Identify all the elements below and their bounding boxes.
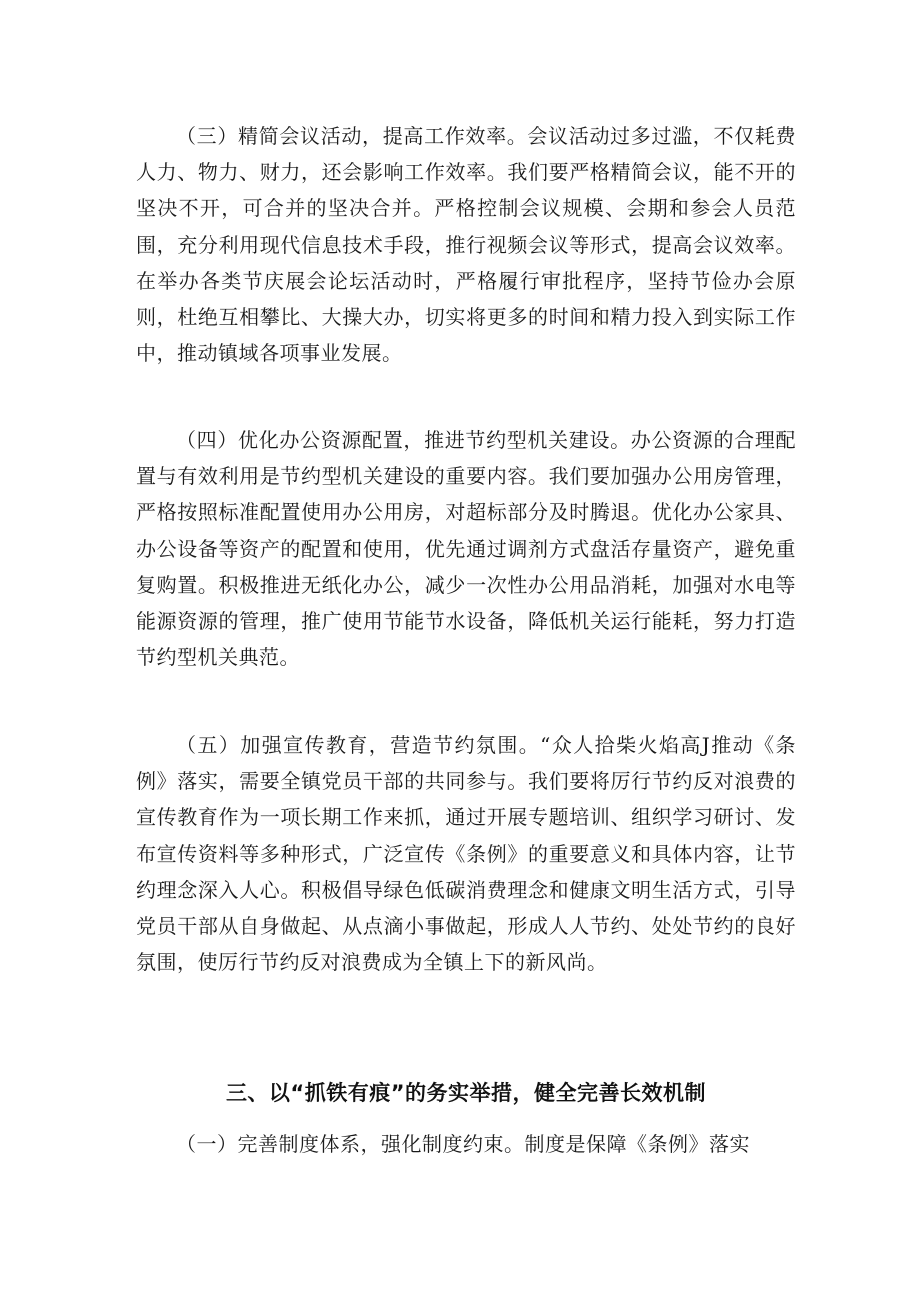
paragraph-publicity-education: （五）加强宣传教育，营造节约氛围。“众人拾柴火焰高J推动《条例》落实，需要全镇党员干部的共同参与。我们要将厉行节约反对浪费的宣传教育作为一项长期工作来抓，通过开展专题培训、组织学习研讨、发布宣传资料等多种形式，广泛宣传《条例》的重要意义和具体内容，让节约理念深入人心。积极倡导绿色低碳消费理念和健康文明生活方式，引导党员干部从自身做起、从点滴小事做起，形成人人节约、处处节约的良好氛围，使厉行节约反对浪费成为全镇上下的新风尚。 [136,733,796,975]
paragraph-optimize-office-resources: （四）优化办公资源配置，推进节约型机关建设。办公资源的合理配置与有效利用是节约型机关建设的重要内容。我们要加强办公用房管理，严格按照标准配置使用办公用房，对超标部分及时腾退。优化办公家具、办公设备等资产的配置和使用，优先通过调剂方式盘活存量资产，避免重复购置。积极推进无纸化办公，减少一次性办公用品消耗，加强对水电等能源资源的管理，推广使用节能节水设备，降低机关运行能耗，努力打造节约型机关典范。 [136,428,796,670]
section-heading: 三、以“抓铁有痕”的务实举措，健全完善长效机制 [225,1081,707,1105]
paragraph-improve-system: （一）完善制度体系，强化制度约束。制度是保障《条例》落实 [176,1132,750,1156]
paragraph-streamline-meetings: （三）精简会议活动，提高工作效率。会议活动过多过滥，不仅耗费人力、物力、财力，还会影响工作效率。我们要严格精简会议，能不开的坚决不开，可合并的坚决合并。严格控制会议规模、会期和参会人员范围，充分利用现代信息技术手段，推行视频会议等形式，提高会议效率。在举办各类节庆展会论坛活动时，严格履行审批程序，坚持节俭办会原则，杜绝互相攀比、大操大办，切实将更多的时间和精力投入到实际工作中，推动镇域各项事业发展。 [136,124,796,366]
